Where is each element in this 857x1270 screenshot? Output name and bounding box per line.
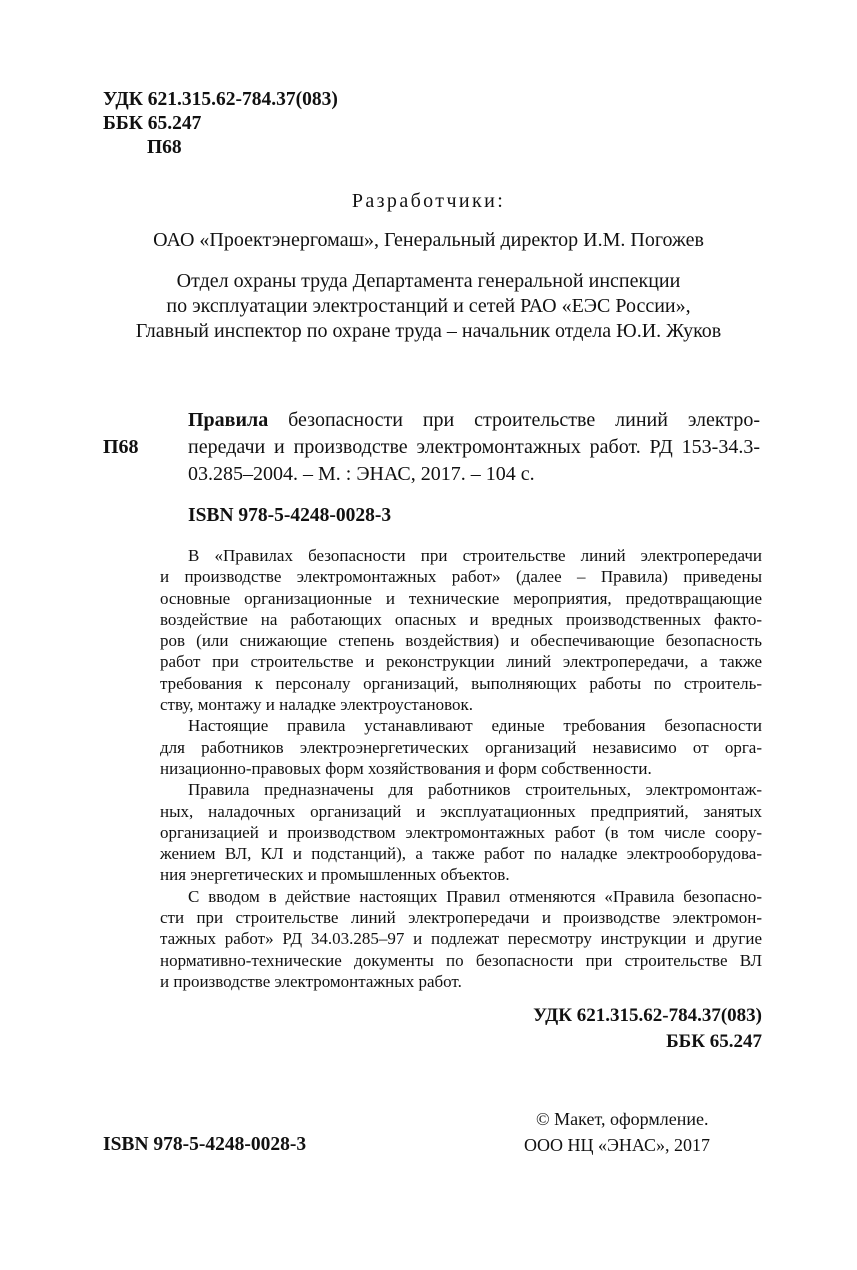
abstract-line: В «Правилах безопасности при строительстве линий электропередачи [188, 546, 762, 565]
abstract-line: Правила предназначены для работников строительных, электромонтаж- [188, 780, 762, 800]
footer-classification-codes [533, 1003, 762, 1055]
abstract-line: ству, монтажу и наладке электроустановок. [160, 695, 473, 715]
developer-org-2-line: Отдел охраны труда Департамента генеральной инспекции [176, 270, 681, 292]
abstract-line: для работников электроэнергетических организаций независимо от орга- [160, 737, 762, 757]
udk-code: УДК 621.315.62-784.37(083) [103, 89, 338, 110]
abstract-line: требования к персоналу организаций, выполняющих работы по строитель- [160, 673, 762, 693]
udk-code: УДК 621.315.62-784.37(083) [533, 1005, 762, 1026]
abstract-line: сти при строительстве линий электропередачи и производстве электромон- [160, 908, 762, 928]
author-mark: П68 [147, 137, 182, 158]
developer-org-1: ОАО «Проектэнергомаш», Генеральный директор И.М. Погожев [153, 229, 704, 251]
developers-heading: Разработчики: [351, 190, 506, 212]
bibliographic-author-mark: П68 [103, 436, 139, 458]
abstract-line: тажных работ» РД 34.03.285–97 и подлежат пересмотру инструкции и другие [160, 929, 762, 949]
isbn-footer: ISBN 978-5-4248-0028-3 [103, 1134, 307, 1155]
developer-org-2-line: Главный инспектор по охране труда – начальник отдела Ю.И. Жуков [135, 320, 722, 342]
bibliographic-line: передачи и производстве электромонтажных работ. РД 153-34.3- [188, 436, 760, 458]
abstract-line: организацией и производством электромонтажных работ (в том числе соору- [160, 822, 762, 842]
developer-org-2 [0, 269, 857, 344]
abstract-line: воздействие на работающих опасных и вредных производственных факто- [160, 609, 762, 629]
abstract-line: основные организационные и технические мероприятия, предотвращающие [160, 588, 762, 608]
abstract-line: нормативно-технические документы по безопасности при строительстве ВЛ [160, 950, 762, 970]
abstract-line: С вводом в действие настоящих Правил отменяются «Правила безопасно- [188, 886, 762, 906]
abstract-line: ных, наладочных организаций и эксплуатационных предприятий, занятых [160, 801, 762, 821]
header-classification-codes [103, 88, 338, 160]
copyright-line: ООО НЦ «ЭНАС», 2017 [524, 1135, 710, 1155]
abstract-line: жением ВЛ, КЛ и подстанций), а также работ по наладке электрооборудова- [160, 844, 762, 864]
copyright-line: © Макет, оформление. [536, 1109, 709, 1129]
abstract [160, 545, 762, 992]
abstract-line: ров (или снижающие степень воздействия) и обеспечивающие безопасность [160, 631, 762, 651]
bibliographic-record [188, 407, 760, 488]
bibliographic-title: Правила [188, 409, 269, 431]
abstract-line: и производстве электромонтажных работ» (далее – Правила) приведены [160, 567, 762, 587]
abstract-line: низационно-правовых форм хозяйствования и форм собственности. [160, 758, 652, 778]
bibliographic-line [188, 407, 760, 434]
bbk-code: ББК 65.247 [666, 1031, 762, 1052]
abstract-line: ния энергетических и промышленных объектов. [160, 865, 510, 885]
copyright-notice [524, 1106, 710, 1158]
abstract-line: и производстве электромонтажных работ. [160, 971, 462, 991]
bbk-code: ББК 65.247 [103, 113, 202, 134]
developer-org-2-line: по эксплуатации электростанций и сетей РАО «ЕЭС России», [166, 295, 691, 317]
abstract-line: работ при строительстве и реконструкции линий электропередачи, а также [160, 652, 762, 672]
abstract-line: Настоящие правила устанавливают единые требования безопасности [188, 716, 762, 736]
bibliographic-line: 03.285–2004. – М. : ЭНАС, 2017. – 104 с. [188, 463, 535, 485]
bibliographic-line-rest: безопасности при строительстве линий электро- [288, 409, 761, 431]
isbn-record: ISBN 978-5-4248-0028-3 [188, 505, 392, 526]
